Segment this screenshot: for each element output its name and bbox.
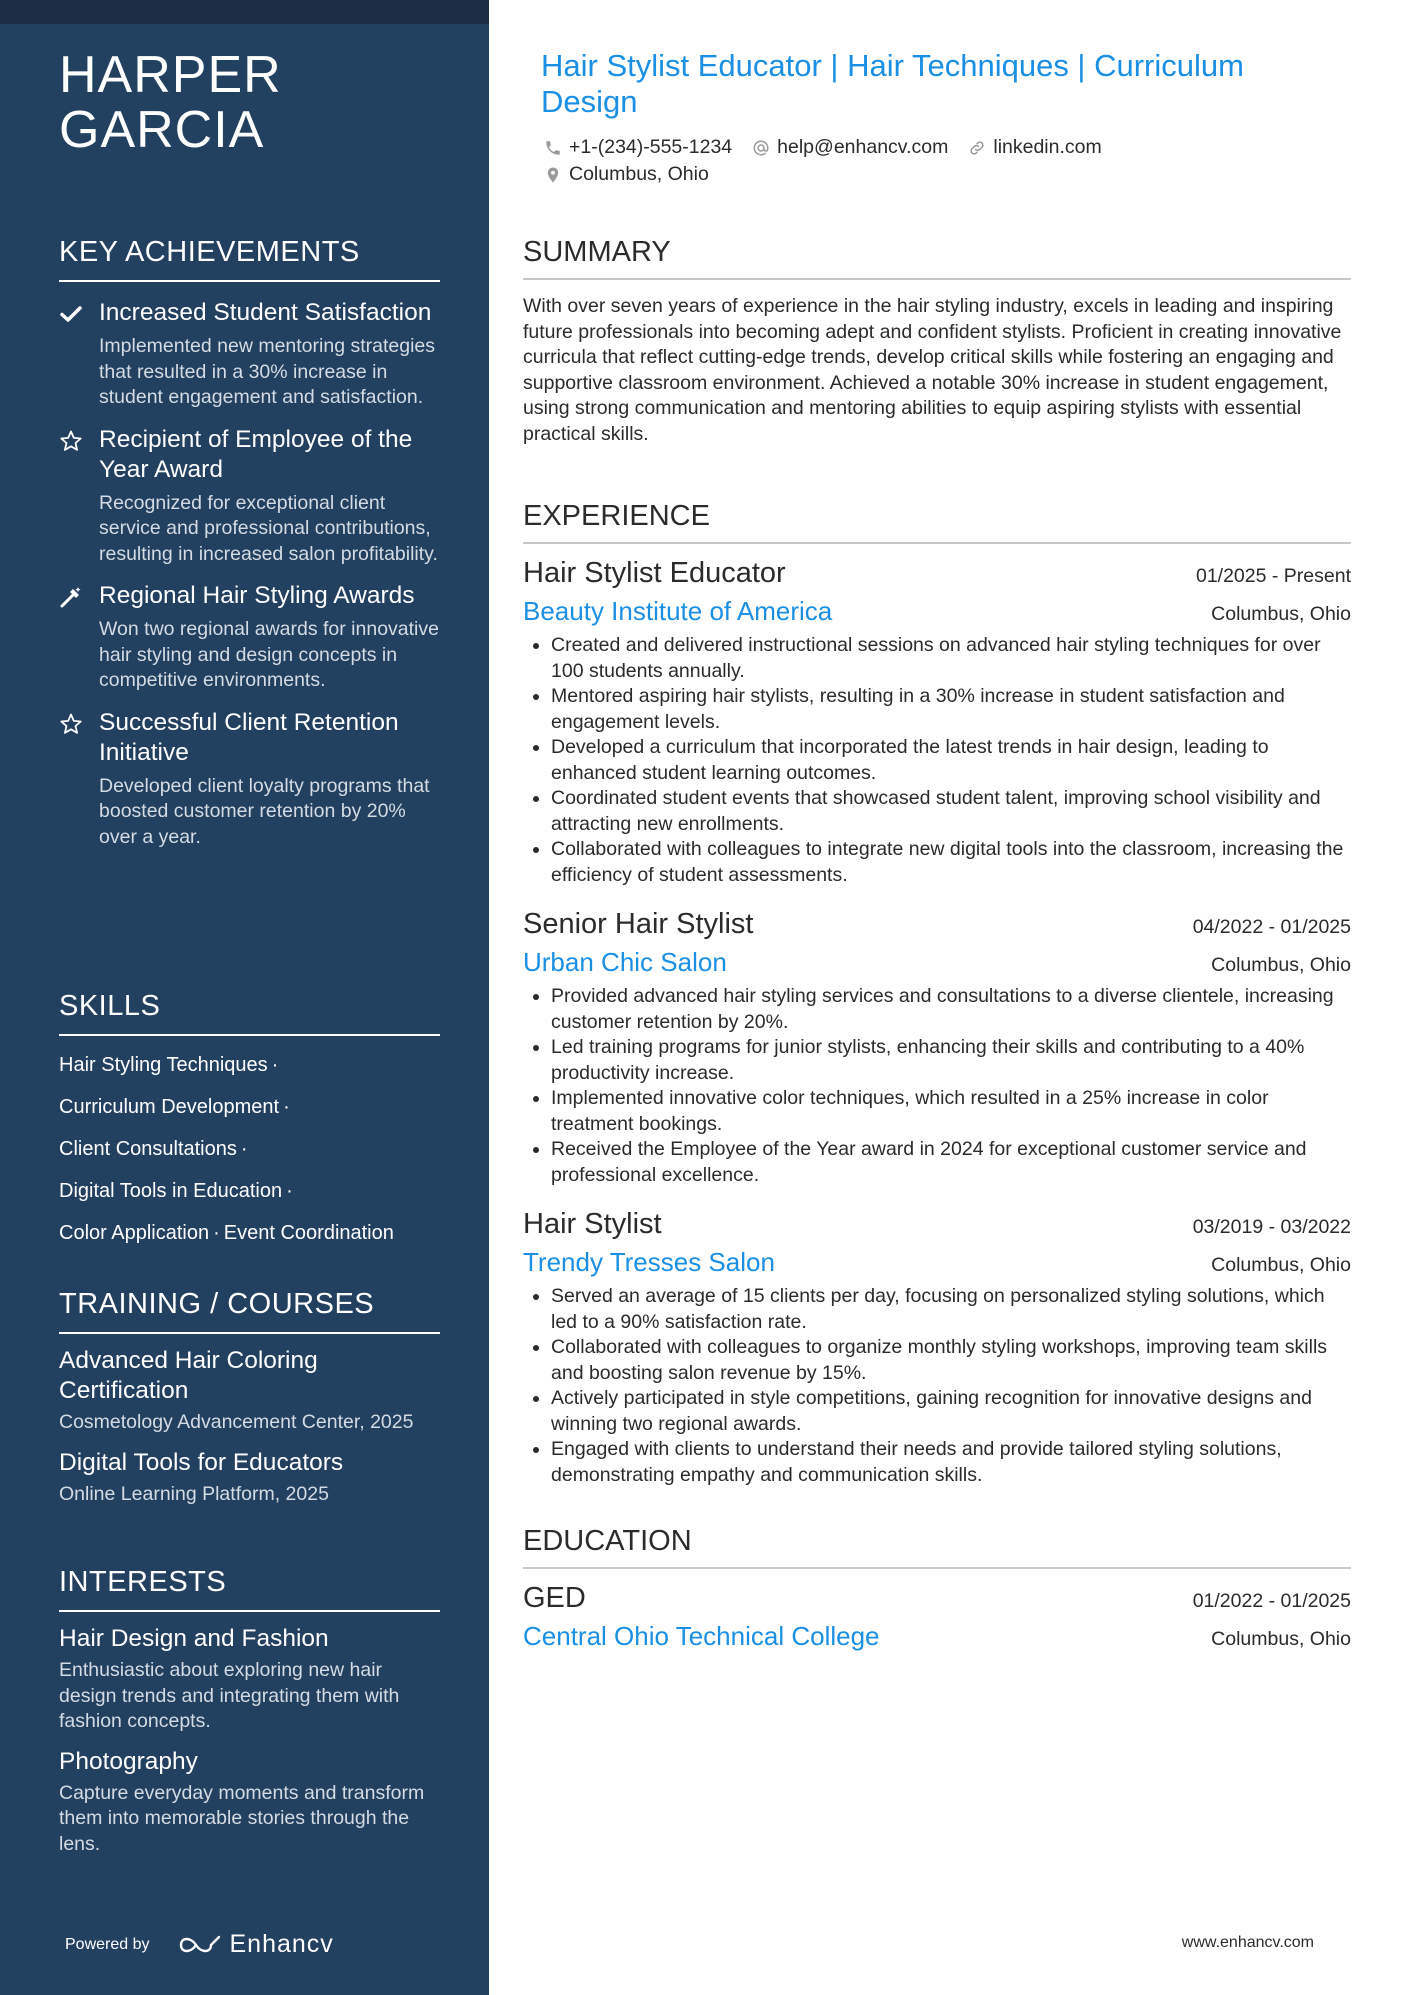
linkedin-text: linkedin.com	[993, 136, 1102, 158]
skill-item: Curriculum Development	[59, 1096, 280, 1118]
skill-item: Hair Styling Techniques	[59, 1054, 268, 1076]
job-bullet: • Collaborated with colleagues to integrate new digital tools into the classroom, increasing the efficiency of student assessments.	[551, 837, 1351, 888]
achievement-desc: Recognized for exceptional client service and professional contributions, resulting in increased salon profitability.	[99, 491, 438, 565]
job-entry	[523, 555, 1351, 888]
skill-item: Client Consultations	[59, 1138, 237, 1160]
skills-list: Hair Styling Techniques · Curriculum Development · Client Consultations · Digital Tools in Education · Color Application · Event Coordination	[59, 1054, 394, 1244]
location-text: Columbus, Ohio	[569, 163, 709, 185]
job-bullet: • Led training programs for junior stylists, enhancing their skills and contributing to a 40% productivity increase.	[551, 1035, 1351, 1086]
education-heading: EDUCATION	[523, 1523, 1351, 1569]
skill-item: Digital Tools in Education	[59, 1180, 283, 1202]
achievement-desc: Implemented new mentoring strategies that resulted in a 30% increase in student engagement and satisfaction.	[99, 335, 436, 408]
course-provider: Cosmetology Advancement Center, 2025	[59, 1411, 414, 1433]
job-title: Hair Stylist Educator	[523, 557, 786, 589]
enhancv-logo-icon	[178, 1933, 222, 1957]
sidebar	[0, 0, 489, 1995]
training-heading: TRAINING / COURSES	[59, 1286, 440, 1334]
job-location: Columbus, Ohio	[1211, 603, 1351, 625]
summary-heading: SUMMARY	[523, 234, 1351, 280]
brand-name: Enhancv	[229, 1930, 334, 1958]
job-bullets	[523, 633, 1351, 888]
contact-phone	[544, 136, 732, 159]
course-item	[59, 1448, 440, 1508]
education-entry	[523, 1580, 1351, 1652]
skill-item: Event Coordination	[223, 1222, 394, 1244]
job-entry	[523, 1206, 1351, 1488]
job-bullets	[523, 984, 1351, 1188]
course-item	[59, 1346, 440, 1436]
phone-text: +1-(234)-555-1234	[569, 136, 733, 158]
job-bullet: • Collaborated with colleagues to organize monthly styling workshops, improving team skills and boosting salon revenue by 15%.	[551, 1335, 1351, 1386]
name-last: GARCIA	[59, 101, 265, 159]
interest-title: Photography	[59, 1747, 198, 1775]
interest-item	[59, 1624, 440, 1735]
job-bullet: • Actively participated in style competitions, gaining recognition for innovative designs and winning two regional awards.	[551, 1386, 1351, 1437]
job-bullet: • Engaged with clients to understand their needs and provide tailored styling solutions, demonstrating empathy and communication skills.	[551, 1437, 1351, 1488]
name-first: HARPER	[59, 46, 282, 104]
job-company: Urban Chic Salon	[523, 947, 727, 977]
achievement-desc: Developed client loyalty programs that boosted customer retention by 20% over a year.	[99, 774, 430, 848]
job-bullet: • Mentored aspiring hair stylists, resulting in a 30% increase in student satisfaction and engagement levels.	[551, 684, 1351, 735]
contact-location	[544, 163, 709, 186]
job-date: 03/2019 - 03/2022	[1192, 1216, 1351, 1238]
education-location: Columbus, Ohio	[1211, 1628, 1351, 1650]
skills-heading: SKILLS	[59, 988, 440, 1036]
magic-wand-icon	[59, 585, 83, 609]
job-bullet: • Served an average of 15 clients per day, focusing on personalized styling solutions, which led to a 90% satisfaction rate.	[551, 1284, 1351, 1335]
candidate-name	[59, 48, 459, 158]
achievement-item	[59, 298, 440, 411]
contact-row	[544, 136, 1122, 159]
achievement-item	[59, 581, 440, 694]
job-location: Columbus, Ohio	[1211, 954, 1351, 976]
achievement-desc: Won two regional awards for innovative hair styling and design concepts in competitive environments.	[99, 618, 439, 691]
location-pin-icon	[544, 166, 562, 184]
interest-desc: Enthusiastic about exploring new hair design trends and integrating them with fashion concepts.	[59, 1659, 400, 1732]
education-school: Central Ohio Technical College	[523, 1621, 880, 1651]
achievement-title: Regional Hair Styling Awards	[99, 582, 415, 609]
job-bullets	[523, 1284, 1351, 1488]
job-company: Trendy Tresses Salon	[523, 1247, 775, 1277]
star-icon	[59, 429, 83, 453]
job-date: 04/2022 - 01/2025	[1192, 916, 1351, 938]
achievement-title: Recipient of Employee of the Year Award	[99, 425, 413, 483]
interests-section	[59, 1564, 440, 1857]
sidebar-top-bar	[0, 0, 489, 24]
achievement-title: Successful Client Retention Initiative	[99, 708, 399, 766]
job-bullet: • Provided advanced hair styling services and consultations to a diverse clientele, increasing customer retention by 20%.	[551, 984, 1351, 1035]
phone-icon	[544, 139, 562, 157]
experience-heading: EXPERIENCE	[523, 498, 1351, 544]
training-section	[59, 1286, 440, 1507]
job-bullet: • Created and delivered instructional sessions on advanced hair styling techniques for over 100 students annually.	[551, 633, 1351, 684]
course-provider: Online Learning Platform, 2025	[59, 1482, 329, 1505]
summary-text: With over seven years of experience in the hair styling industry, excels in leading and inspiring future professionals into becoming adept and confident stylists. Proficient in creating innovative curricula that reflect cutting-edge trends, develop critical skills while fostering an engaging and supportive classroom environment. Achieved a notable 30% increase in student engagement, using strong communication and mentoring abilities to equip aspiring stylists with essential practical skills.	[523, 295, 1342, 445]
contact-linkedin[interactable]	[968, 136, 1101, 159]
job-company: Beauty Institute of America	[523, 596, 833, 626]
job-bullet: • Implemented innovative color techniques, which resulted in a 25% increase in color treatment bookings.	[551, 1086, 1351, 1137]
job-entry	[523, 906, 1351, 1188]
star-icon	[59, 712, 83, 736]
education-date: 01/2022 - 01/2025	[1192, 1590, 1351, 1612]
skill-item: Color Application	[59, 1222, 210, 1244]
job-date: 01/2025 - Present	[1195, 565, 1351, 587]
check-icon	[59, 302, 83, 326]
job-title: Senior Hair Stylist	[523, 908, 754, 940]
interest-desc: Capture everyday moments and transform them into memorable stories through the lens.	[59, 1781, 425, 1855]
achievement-title: Increased Student Satisfaction	[99, 299, 432, 326]
headline: Hair Stylist Educator | Hair Techniques | Curriculum Design	[541, 48, 1244, 119]
email-text: help@enhancv.com	[777, 136, 949, 158]
contact-row-location	[544, 163, 729, 186]
job-location: Columbus, Ohio	[1211, 1254, 1351, 1276]
job-bullet: • Coordinated student events that showcased student talent, improving school visibility and attracting new enrollments.	[551, 786, 1351, 837]
key-achievements-section	[59, 234, 440, 850]
interest-title: Hair Design and Fashion	[59, 1625, 329, 1652]
achievement-item	[59, 425, 440, 568]
interests-heading: INTERESTS	[59, 1564, 440, 1612]
link-icon	[968, 139, 986, 157]
at-icon	[752, 139, 770, 157]
course-title: Digital Tools for Educators	[59, 1448, 344, 1476]
job-bullet: • Developed a curriculum that incorporated the latest trends in hair design, leading to enhanced student learning outcomes.	[551, 735, 1351, 786]
contact-email[interactable]	[752, 136, 948, 159]
course-title: Advanced Hair Coloring Certification	[59, 1347, 318, 1404]
achievement-item	[59, 708, 440, 851]
key-achievements-heading: KEY ACHIEVEMENTS	[59, 234, 440, 282]
powered-by	[65, 1930, 334, 1959]
job-bullet: • Received the Employee of the Year award in 2024 for exceptional customer service and professional excellence.	[551, 1137, 1351, 1188]
education-degree: GED	[523, 1582, 586, 1614]
website-link[interactable]: www.enhancv.com	[1181, 1934, 1314, 1951]
skills-section	[59, 988, 440, 1254]
interest-item	[59, 1747, 440, 1858]
powered-by-label: Powered by	[65, 1935, 150, 1953]
job-title: Hair Stylist	[523, 1208, 662, 1240]
